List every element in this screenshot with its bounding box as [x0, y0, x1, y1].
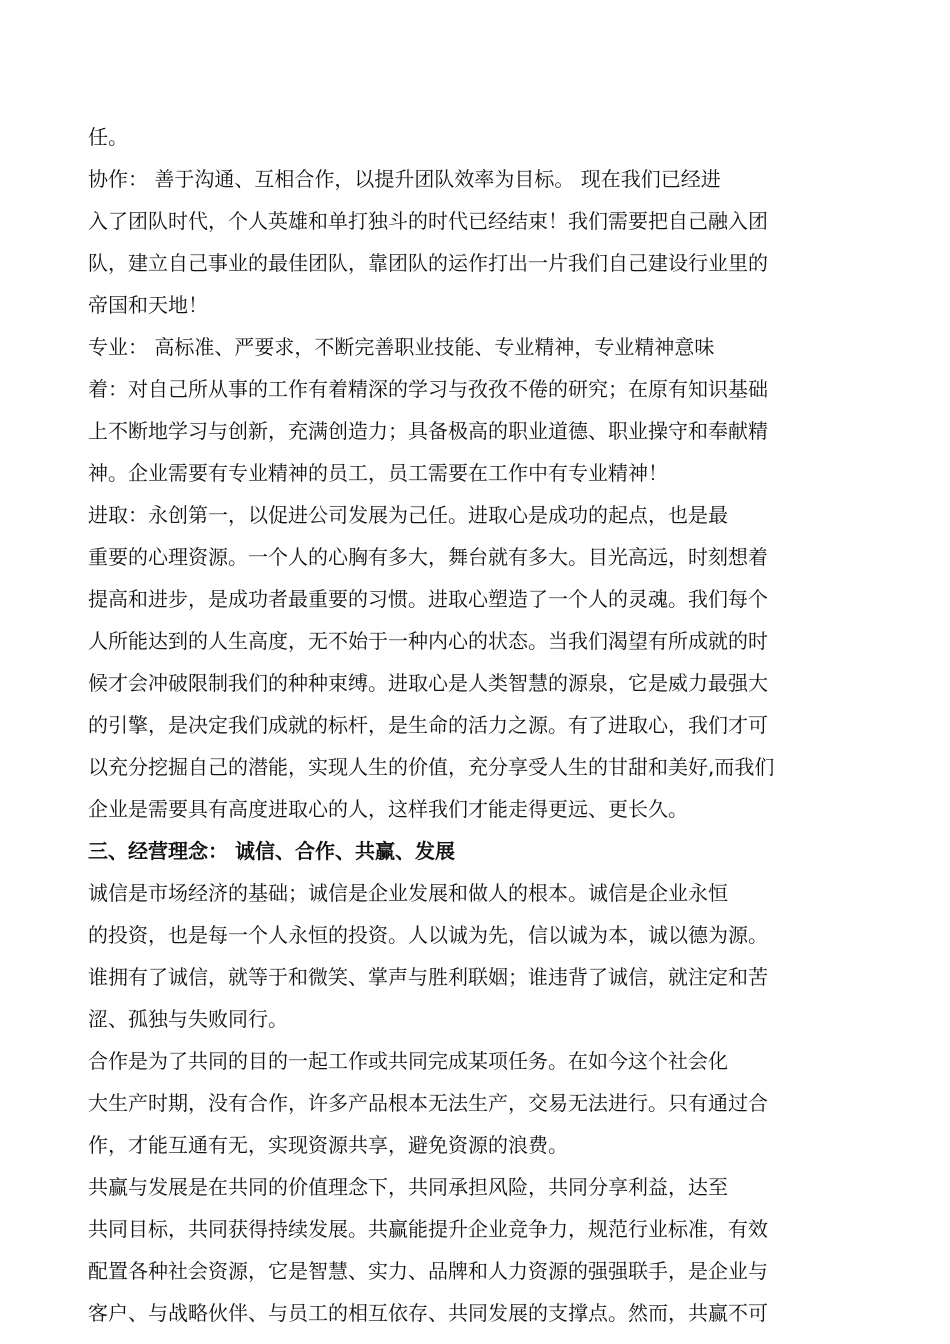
- text-line: 协作： 善于沟通、互相合作，以提升团队效率为目标。 现在我们已经进: [88, 167, 721, 191]
- text-line: 作，才能互通有无，实现资源共享，避免资源的浪费。: [88, 1133, 568, 1157]
- text-line: 客户、与战略伙伴、与员工的相互依存、共同发展的支撑点。然而，共赢不可: [88, 1301, 768, 1325]
- text-line: 队，建立自己事业的最佳团队，靠团队的运作打出一片我们自己建设行业里的: [88, 251, 768, 275]
- text-line: 的引擎，是决定我们成就的标杆，是生命的活力之源。有了进取心，我们才可: [88, 713, 768, 737]
- text-line: 大生产时期，没有合作，许多产品根本无法生产，交易无法进行。只有通过合: [88, 1091, 768, 1115]
- text-line: 着：对自己所从事的工作有着精深的学习与孜孜不倦的研究；在原有知识基础: [88, 377, 768, 401]
- section-heading: 三、经营理念： 诚信、合作、共赢、发展: [88, 839, 455, 863]
- text-line: 帝国和天地！: [88, 293, 208, 317]
- text-line: 诚信是市场经济的基础；诚信是企业发展和做人的根本。诚信是企业永恒: [88, 881, 728, 905]
- text-line: 上不断地学习与创新，充满创造力；具备极高的职业道德、职业操守和奉献精: [88, 419, 768, 443]
- text-line: 的投资，也是每一个人永恒的投资。人以诚为先，信以诚为本，诚以德为源。: [88, 923, 768, 947]
- text-line: 候才会冲破限制我们的种种束缚。进取心是人类智慧的源泉，它是威力最强大: [88, 671, 768, 695]
- text-line: 神。企业需要有专业精神的员工，员工需要在工作中有专业精神！: [88, 461, 668, 485]
- text-line: 合作是为了共同的目的一起工作或共同完成某项任务。在如今这个社会化: [88, 1049, 728, 1073]
- text-line: 提高和进步，是成功者最重要的习惯。进取心塑造了一个人的灵魂。我们每个: [88, 587, 768, 611]
- text-line: 共同目标，共同获得持续发展。共赢能提升企业竞争力，规范行业标准，有效: [88, 1217, 768, 1241]
- text-line: 企业是需要具有高度进取心的人，这样我们才能走得更远、更长久。: [88, 797, 688, 821]
- text-line: 进取：永创第一，以促进公司发展为己任。进取心是成功的起点，也是最: [88, 503, 728, 527]
- text-line: 共赢与发展是在共同的价值理念下，共同承担风险，共同分享利益，达至: [88, 1175, 728, 1199]
- text-line: 人所能达到的人生高度，无不始于一种内心的状态。当我们渴望有所成就的时: [88, 629, 768, 653]
- text-line: 入了团队时代，个人英雄和单打独斗的时代已经结束！我们需要把自己融入团: [88, 209, 768, 233]
- text-line: 配置各种社会资源，它是智慧、实力、品牌和人力资源的强强联手，是企业与: [88, 1259, 768, 1283]
- text-line: 谁拥有了诚信，就等于和微笑、掌声与胜利联姻；谁违背了诚信，就注定和苦: [88, 965, 768, 989]
- text-line: 任。: [88, 125, 128, 149]
- text-line: 专业： 高标准、严要求，不断完善职业技能、专业精神，专业精神意味: [88, 335, 715, 359]
- text-line: 涩、孤独与失败同行。: [88, 1007, 288, 1031]
- text-line: 重要的心理资源。一个人的心胸有多大，舞台就有多大。目光高远，时刻想着: [88, 545, 768, 569]
- text-line: 以充分挖掘自己的潜能，实现人生的价值，充分享受人生的甘甜和美好,而我们: [88, 755, 775, 779]
